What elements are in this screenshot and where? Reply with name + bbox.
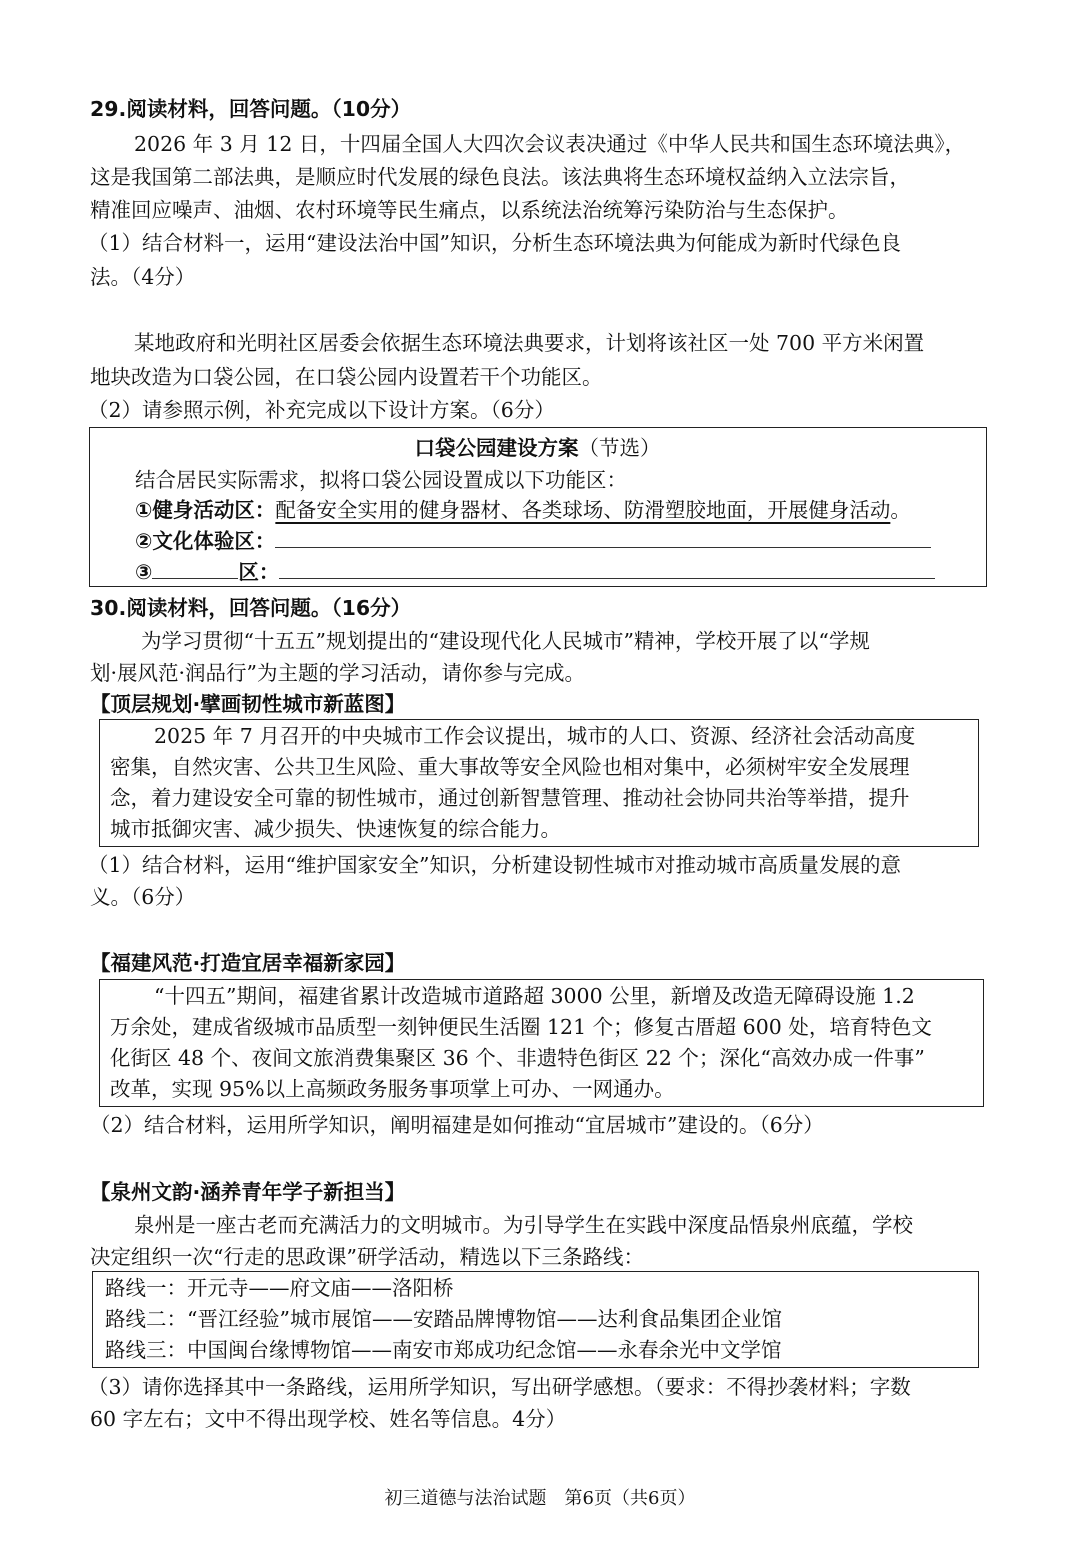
- routes-box: [92, 1271, 979, 1368]
- park-plan-title: 口袋公园建设方案: [414, 436, 579, 460]
- park-plan-zone3: [135, 556, 935, 588]
- zone3-num: ③: [135, 560, 153, 584]
- q29-material1-line2: 这是我国第二部法典，是顺应时代发展的绿色良法。该法典将生态环境权益纳入立法宗旨，: [90, 165, 910, 189]
- section3-title: 【泉州文韵·涵养青年学子新担当】: [90, 1180, 406, 1204]
- section1-material-box: [99, 719, 979, 847]
- q29-sub1-line1: （1）结合材料一，运用“建设法治中国”知识，分析生态环境法典为何能成为新时代绿色良: [88, 231, 902, 255]
- section3-intro-line2: 决定组织一次“行走的思政课”研学活动，精选以下三条路线：: [90, 1245, 644, 1269]
- park-plan-title-row: [90, 432, 985, 464]
- zone1-text: 配备安全实用的健身器材、各类球场、防滑塑胶地面，开展健身活动: [275, 498, 891, 522]
- q29-material2-line1: 某地政府和光明社区居委会依据生态环境法典要求，计划将该社区一处 700 平方米闲置: [134, 331, 925, 355]
- park-plan-zone2: [135, 525, 931, 557]
- section2-material-line2: 万余处，建成省级城市品质型一刻钟便民生活圈 121 个；修复古厝超 600 处，培育特色文: [110, 1015, 932, 1039]
- park-plan-intro: 结合居民实际需求，拟将口袋公园设置成以下功能区：: [135, 468, 627, 492]
- zone1-label: ①健身活动区：: [135, 498, 276, 522]
- q30-intro-line1: 为学习贯彻“十五五”规划提出的“建设现代化人民城市”精神，学校开展了以“学规: [141, 629, 870, 653]
- q30-title: 30.阅读材料，回答问题。（16分）: [90, 596, 412, 620]
- page-footer: 初三道德与法治试题 第6页（共6页）: [384, 1488, 696, 1509]
- q30-sub2: （2）结合材料，运用所学知识，阐明福建是如何推动“宜居城市”建设的。（6分）: [90, 1113, 824, 1137]
- section1-material-line4: 城市抵御灾害、减少损失、快速恢复的综合能力。: [110, 817, 561, 841]
- q29-material1-line3: 精准回应噪声、油烟、农村环境等民生痛点，以系统法治统筹污染防治与生态保护。: [90, 198, 849, 222]
- section1-material-line2: 密集，自然灾害、公共卫生风险、重大事故等安全风险也相对集中，必须树牢安全发展理: [110, 755, 910, 779]
- q29-material1-line1: 2026 年 3 月 12 日，十四届全国人大四次会议表决通过《中华人民共和国生态环境法典》，: [134, 132, 966, 156]
- park-plan-box: [89, 427, 987, 587]
- q29-material2-line2: 地块改造为口袋公园，在口袋公园内设置若干个功能区。: [90, 365, 603, 389]
- route-2: 路线二：“晋江经验”城市展馆——安踏品牌博物馆——达利食品集团企业馆: [105, 1307, 782, 1331]
- section1-material-line1: 2025 年 7 月召开的中央城市工作会议提出，城市的人口、资源、经济社会活动高度: [154, 724, 916, 748]
- section1-title: 【顶层规划·擘画韧性城市新蓝图】: [90, 692, 406, 716]
- zone2-label: ②文化体验区：: [135, 529, 276, 553]
- q29-title: 29.阅读材料，回答问题。（10分）: [90, 97, 412, 121]
- q30-intro-line2: 划·展风范·润品行”为主题的学习活动，请你参与完成。: [90, 661, 586, 685]
- q30-sub3-line1: （3）请你选择其中一条路线，运用所学知识，写出研学感想。（要求：不得抄袭材料；字数: [88, 1375, 911, 1399]
- section3-intro-line1: 泉州是一座古老而充满活力的文明城市。为引导学生在实践中深度品悟泉州底蕴，学校: [134, 1213, 913, 1237]
- zone3-suffix: 区：: [238, 560, 280, 584]
- q30-sub1-line2: 义。（6分）: [90, 885, 196, 909]
- q30-sub1-line1: （1）结合材料，运用“维护国家安全”知识，分析建设韧性城市对推动城市高质量发展的意: [88, 853, 902, 877]
- q29-sub1-line2: 法。（4分）: [90, 265, 196, 289]
- section2-material-box: [99, 979, 984, 1107]
- zone2-answer-blank[interactable]: [275, 525, 931, 548]
- zone1-end: 。: [890, 498, 911, 522]
- zone3-answer-blank[interactable]: [279, 556, 935, 579]
- park-plan-title-note: （节选）: [578, 436, 661, 460]
- section1-material-line3: 念，着力建设安全可靠的韧性城市，通过创新智慧管理、推动社会协同共治等举措，提升: [110, 786, 910, 810]
- section2-material-line4: 改革，实现 95%以上高频政务服务事项掌上可办、一网通办。: [110, 1077, 675, 1101]
- q30-sub3-line2: 60 字左右；文中不得出现学校、姓名等信息。4分）: [90, 1407, 567, 1431]
- section2-title: 【福建风范·打造宜居幸福新家园】: [90, 951, 406, 975]
- section2-material-line3: 化街区 48 个、夜间文旅消费集聚区 36 个、非遗特色街区 22 个；深化“高效办成一件事”: [110, 1046, 925, 1070]
- route-1: 路线一：开元寺——府文庙——洛阳桥: [105, 1276, 454, 1300]
- park-plan-zone1: [135, 494, 911, 526]
- section2-material-line1: “十四五”期间，福建省累计改造城市道路超 3000 公里，新增及改造无障碍设施 1.2: [154, 984, 915, 1008]
- route-3: 路线三：中国闽台缘博物馆——南安市郑成功纪念馆——永春余光中文学馆: [105, 1338, 782, 1362]
- q29-sub2: （2）请参照示例，补充完成以下设计方案。（6分）: [88, 398, 555, 422]
- zone3-name-blank[interactable]: [152, 556, 238, 579]
